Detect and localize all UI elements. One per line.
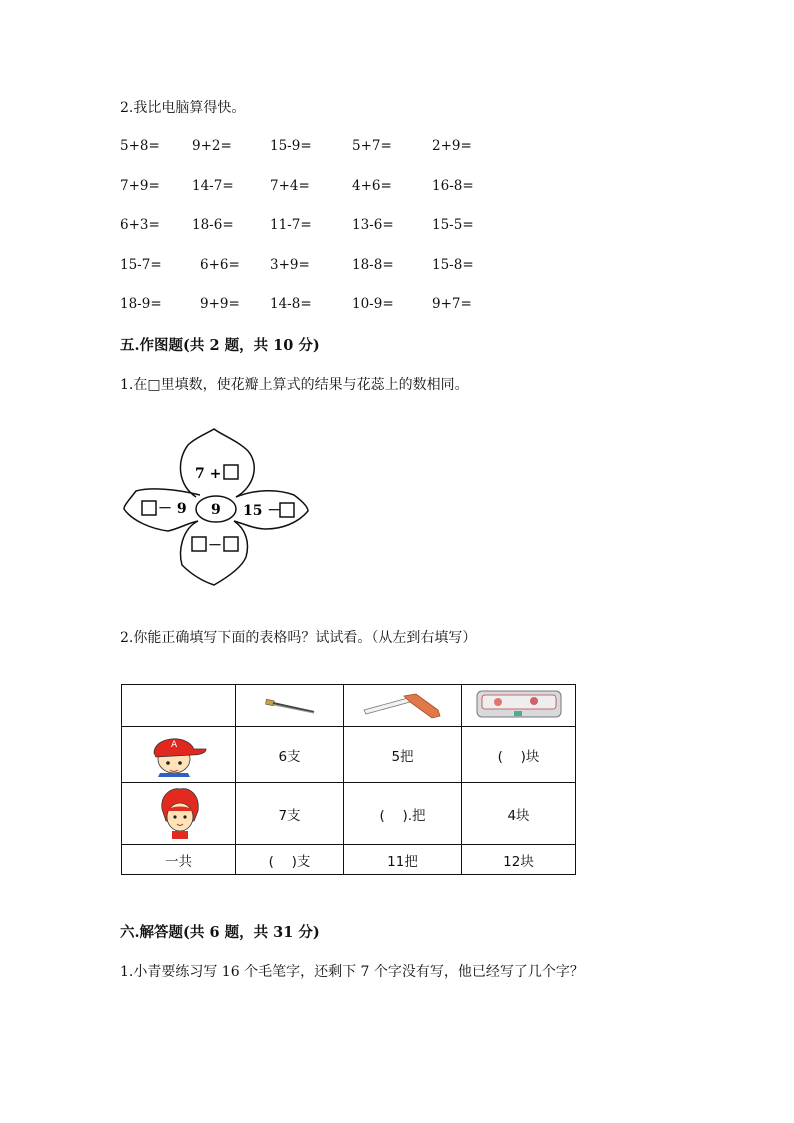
flower-diagram bbox=[118, 425, 314, 590]
arithmetic-row bbox=[120, 257, 640, 277]
question-5-2: 2.你能正确填写下面的表格吗？试试看。（从左到右填写） bbox=[120, 630, 477, 646]
arithmetic-problem[interactable]: 16-8= bbox=[432, 178, 474, 194]
boy-knives: 5把 bbox=[344, 727, 462, 783]
girl-pencil-cases: 4块 bbox=[462, 783, 576, 845]
arithmetic-problem[interactable]: 5+7= bbox=[352, 138, 392, 154]
center-number: 9 bbox=[211, 502, 221, 518]
girl-pens: 7支 bbox=[236, 783, 344, 845]
arithmetic-problem[interactable]: 9+2= bbox=[192, 138, 232, 154]
arithmetic-problem[interactable]: 2+9= bbox=[432, 138, 472, 154]
svg-text:A: A bbox=[170, 739, 177, 750]
brush-pen-icon bbox=[260, 691, 320, 717]
answer-box-right[interactable] bbox=[280, 503, 294, 517]
question-5-1: 1.在□里填数，使花瓣上算式的结果与花蕊上的数相同。 bbox=[120, 377, 469, 393]
total-pencil-cases: 12块 bbox=[462, 845, 576, 875]
top-petal-expression: 7 + bbox=[195, 466, 222, 482]
arithmetic-problem[interactable]: 14-7= bbox=[192, 178, 234, 194]
arithmetic-problem[interactable]: 6+6= bbox=[200, 257, 240, 273]
items-table bbox=[121, 684, 576, 875]
total-label: 一共 bbox=[122, 845, 236, 875]
header-pencil-case bbox=[462, 685, 576, 727]
bottom-petal-expression: － bbox=[208, 538, 222, 554]
arithmetic-problem[interactable]: 11-7= bbox=[270, 217, 312, 233]
section-6-heading: 六.解答题(共 6 题，共 31 分) bbox=[120, 924, 320, 941]
arithmetic-problem[interactable]: 6+3= bbox=[120, 217, 160, 233]
corner-cell bbox=[122, 685, 236, 727]
arithmetic-problem[interactable]: 13-6= bbox=[352, 217, 394, 233]
answer-box-bottom-left[interactable] bbox=[192, 537, 206, 551]
arithmetic-problem[interactable]: 3+9= bbox=[270, 257, 310, 273]
answer-box-top[interactable] bbox=[224, 465, 238, 479]
top-petal bbox=[180, 429, 254, 497]
arithmetic-problem[interactable]: 10-9= bbox=[352, 296, 394, 312]
arithmetic-row bbox=[120, 178, 640, 198]
girl-avatar-icon bbox=[154, 785, 204, 839]
boy-pens: 6支 bbox=[236, 727, 344, 783]
left-petal-expression: － 9 bbox=[158, 501, 187, 517]
arithmetic-problem[interactable]: 15-8= bbox=[432, 257, 474, 273]
boy-pencil-cases[interactable]: ( )块 bbox=[462, 727, 576, 783]
boy-cap-avatar-icon bbox=[144, 729, 214, 777]
arithmetic-row bbox=[120, 296, 640, 316]
header-pen bbox=[236, 685, 344, 727]
answer-box-left[interactable] bbox=[142, 501, 156, 515]
folding-knife-icon bbox=[360, 688, 446, 720]
section-5-heading: 五.作图题(共 2 题，共 10 分) bbox=[120, 337, 320, 354]
arithmetic-row bbox=[120, 138, 640, 158]
arithmetic-problem[interactable]: 9+9= bbox=[200, 296, 240, 312]
right-petal-expression: 15 － bbox=[243, 503, 282, 519]
arithmetic-problem[interactable]: 4+6= bbox=[352, 178, 392, 194]
arithmetic-problem[interactable]: 7+4= bbox=[270, 178, 310, 194]
girl-knives[interactable]: ( ).把 bbox=[344, 783, 462, 845]
total-knives: 11把 bbox=[344, 845, 462, 875]
arithmetic-problem[interactable]: 18-9= bbox=[120, 296, 162, 312]
answer-box-bottom-right[interactable] bbox=[224, 537, 238, 551]
arithmetic-problem[interactable]: 15-7= bbox=[120, 257, 162, 273]
arithmetic-problem[interactable]: 18-8= bbox=[352, 257, 394, 273]
arithmetic-problem[interactable]: 15-5= bbox=[432, 217, 474, 233]
girl-cell bbox=[122, 783, 236, 845]
section-2-title: 2.我比电脑算得快。 bbox=[120, 100, 246, 116]
arithmetic-problem[interactable]: 18-6= bbox=[192, 217, 234, 233]
arithmetic-problem[interactable]: 9+7= bbox=[432, 296, 472, 312]
pencil-case-icon bbox=[474, 687, 564, 721]
arithmetic-problem[interactable]: 15-9= bbox=[270, 138, 312, 154]
arithmetic-row bbox=[120, 217, 640, 237]
boy-cell bbox=[122, 727, 236, 783]
arithmetic-problem[interactable]: 7+9= bbox=[120, 178, 160, 194]
arithmetic-problem[interactable]: 14-8= bbox=[270, 296, 312, 312]
arithmetic-problem[interactable]: 5+8= bbox=[120, 138, 160, 154]
question-6-1: 1.小青要练习写 16 个毛笔字，还剩下 7 个字没有写，他已经写了几个字？ bbox=[120, 964, 584, 980]
header-knife bbox=[344, 685, 462, 727]
total-pens[interactable]: ( )支 bbox=[236, 845, 344, 875]
